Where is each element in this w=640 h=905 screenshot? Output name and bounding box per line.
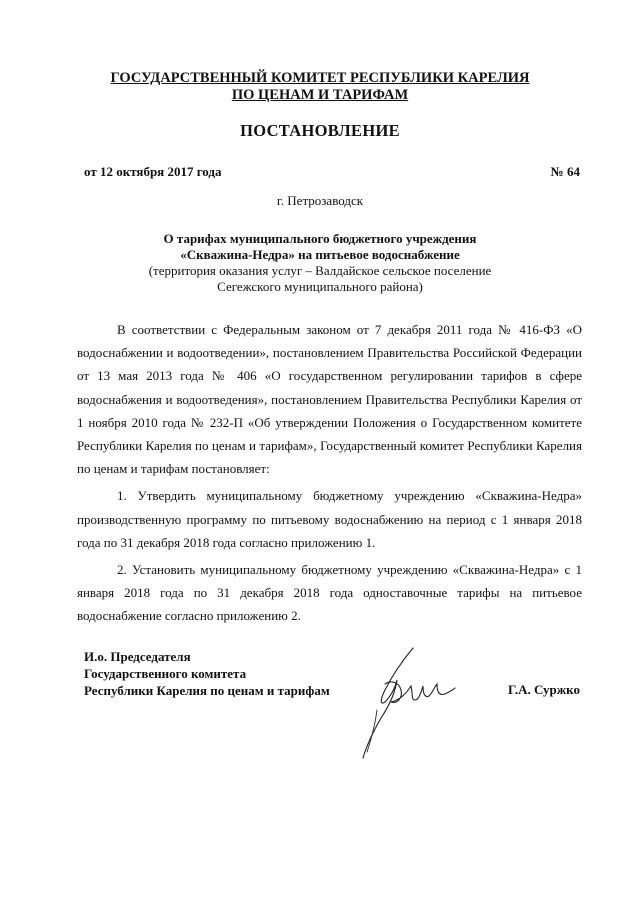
body-item-2: 2. Установить муниципальному бюджетному учреждению «Скважина-Недра» с 1 января 2018 года по 31 декабря 2018 года одноставочные тарифы на питьевое водоснабжение согласно приложению 2. <box>77 562 582 624</box>
subject-line-3: (территория оказания услуг – Валдайское сельское поселение <box>148 263 492 278</box>
body-item-1: 1. Утвердить муниципальному бюджетному учреждению «Скважина-Недра» производственную программу по питьевому водоснабжению на период с 1 января 2018 года по 31 декабря 2018 года согласно приложению 1. <box>77 488 582 550</box>
signatory-title <box>84 648 330 699</box>
signatory-name: Г.А. Суржко <box>508 682 580 697</box>
document-subject <box>0 231 640 295</box>
agency-name <box>0 70 640 104</box>
signatory-title-line-3: Республики Карелия по ценам и тарифам <box>84 683 330 698</box>
subject-line-2: «Скважина-Недра» на питьевое водоснабжение <box>180 247 460 262</box>
document-number: № 64 <box>550 164 580 179</box>
document-city: г. Петрозаводск <box>276 193 364 208</box>
subject-line-1: О тарифах муниципального бюджетного учреждения <box>163 231 477 246</box>
signatory-title-line-2: Государственного комитета <box>84 666 247 681</box>
document-body <box>77 318 582 628</box>
subject-line-4: Сегежского муниципального района) <box>217 279 423 294</box>
agency-line-2: ПО ЦЕНАМ И ТАРИФАМ <box>231 87 409 103</box>
body-intro-paragraph: В соответствии с Федеральным законом от 7 декабря 2011 года № 416-ФЗ «О водоснабжении и водоотведении», постановлением Правительства Российской Федерации от 13 мая 2013 года № 406 «О государственном регулировании тарифов в сфере водоснабжения и водоотведения», постановлением Правительства Республики Карелия от 1 ноября 2010 года № 232-П «Об утверждении Положения о Государственном комитете Республики Карелия по ценам и тарифам», Государственный комитет Республики Карелия по ценам и тарифам постановляет: <box>77 322 582 477</box>
document-type: ПОСТАНОВЛЕНИЕ <box>240 121 400 140</box>
document-date: от 12 октября 2017 года <box>84 164 222 179</box>
handwritten-signature <box>355 640 465 770</box>
signatory-title-line-1: И.о. Председателя <box>84 649 191 664</box>
agency-line-1: ГОСУДАРСТВЕННЫЙ КОМИТЕТ РЕСПУБЛИКИ КАРЕЛИЯ <box>110 70 530 86</box>
